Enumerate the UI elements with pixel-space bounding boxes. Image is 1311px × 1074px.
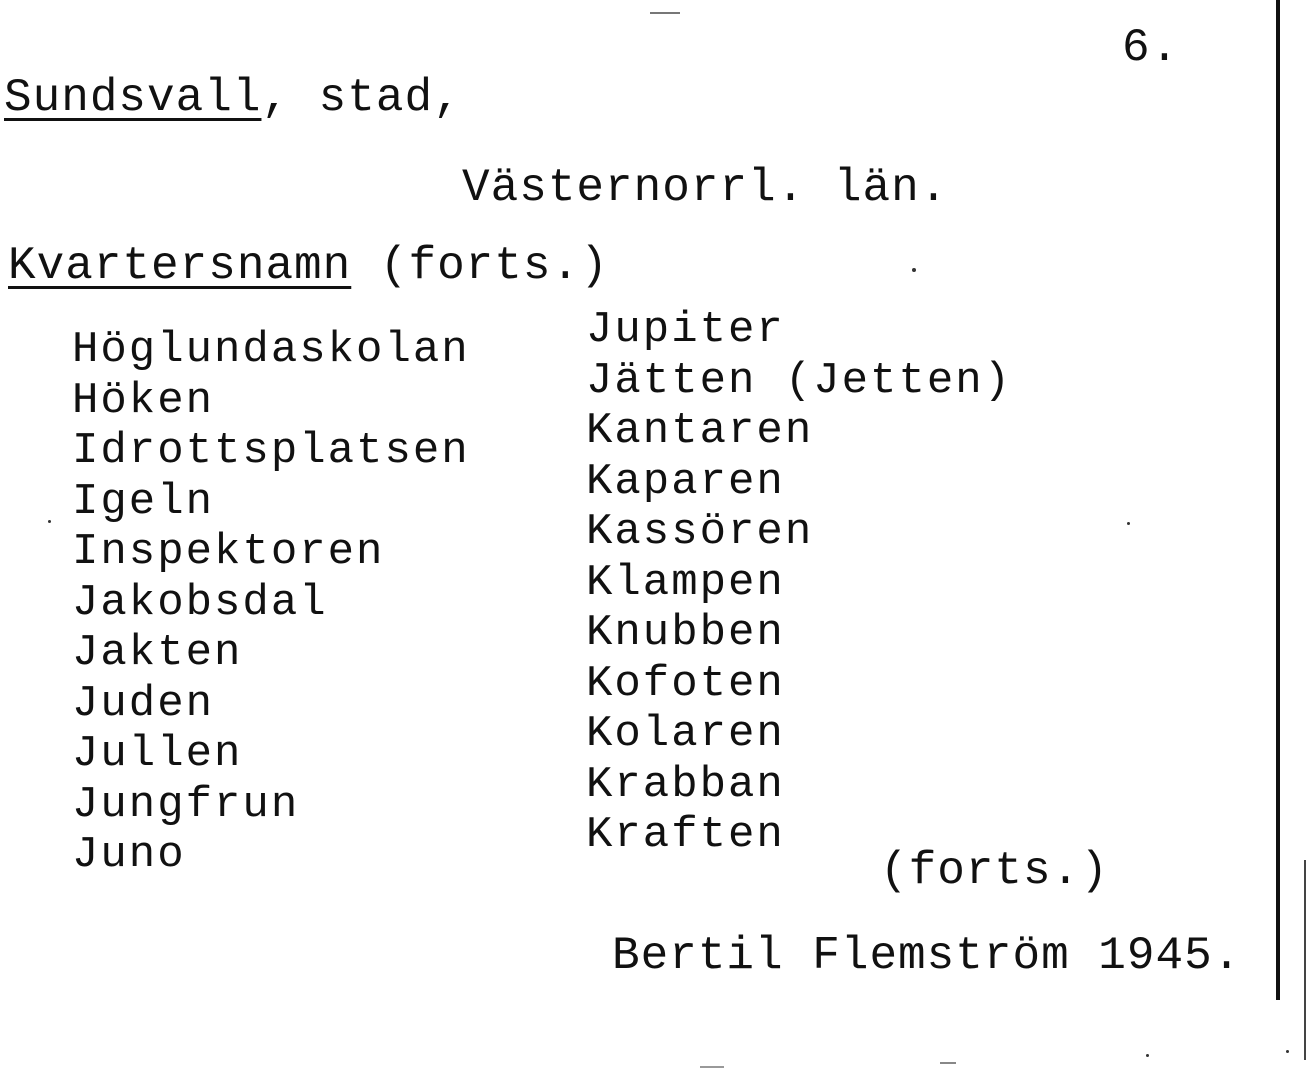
ink-speck [1286, 1050, 1289, 1053]
list-item: Jätten (Jetten) [586, 355, 1013, 406]
ink-speck [912, 268, 916, 272]
list-item: Igeln [72, 476, 215, 527]
signature: Bertil Flemström 1945. [612, 930, 1242, 982]
list-item: Kofoten [586, 658, 785, 709]
list-item: Kassören [586, 507, 814, 557]
list-item: Juno [72, 830, 186, 880]
list-item: Kaparen [586, 456, 785, 507]
heading-suffix: (forts.) [351, 240, 609, 292]
right-column [586, 305, 1012, 861]
list-item: Jakobsdal [72, 577, 328, 628]
list-item: Höken [72, 375, 215, 426]
city-line [4, 72, 462, 124]
ink-speck [650, 12, 680, 14]
city-name: Sundsvall [4, 72, 262, 124]
list-item: Klampen [586, 557, 785, 608]
list-item: Jupiter [586, 305, 785, 355]
county-line: Västernorrl. län. [462, 162, 949, 214]
card-edge-line [1276, 0, 1280, 1000]
card-edge-line-secondary [1304, 860, 1306, 1060]
list-item: Jungfrun [72, 779, 300, 830]
list-item: Jakten [72, 628, 243, 678]
list-item: Krabban [586, 759, 785, 810]
ink-speck [48, 520, 51, 523]
list-item: Höglundaskolan [72, 325, 470, 375]
list-item: Kantaren [586, 406, 814, 456]
list-item: Kolaren [586, 709, 785, 759]
list-item: Knubben [586, 608, 785, 658]
page-number: 6. [1122, 22, 1180, 74]
list-item: Juden [72, 678, 215, 729]
continued-note: (forts.) [880, 845, 1109, 897]
ink-speck [1127, 522, 1130, 525]
list-item: Inspektoren [72, 527, 385, 577]
city-suffix: , stad, [261, 72, 462, 124]
heading-line [8, 240, 609, 292]
list-item: Jullen [72, 729, 243, 779]
ink-speck [940, 1062, 956, 1064]
list-item: Idrottsplatsen [72, 426, 470, 476]
list-item: Kraften [586, 810, 785, 860]
heading-title: Kvartersnamn [8, 240, 352, 292]
left-column [72, 325, 470, 881]
ink-speck [1146, 1054, 1149, 1057]
ink-speck [700, 1066, 724, 1068]
